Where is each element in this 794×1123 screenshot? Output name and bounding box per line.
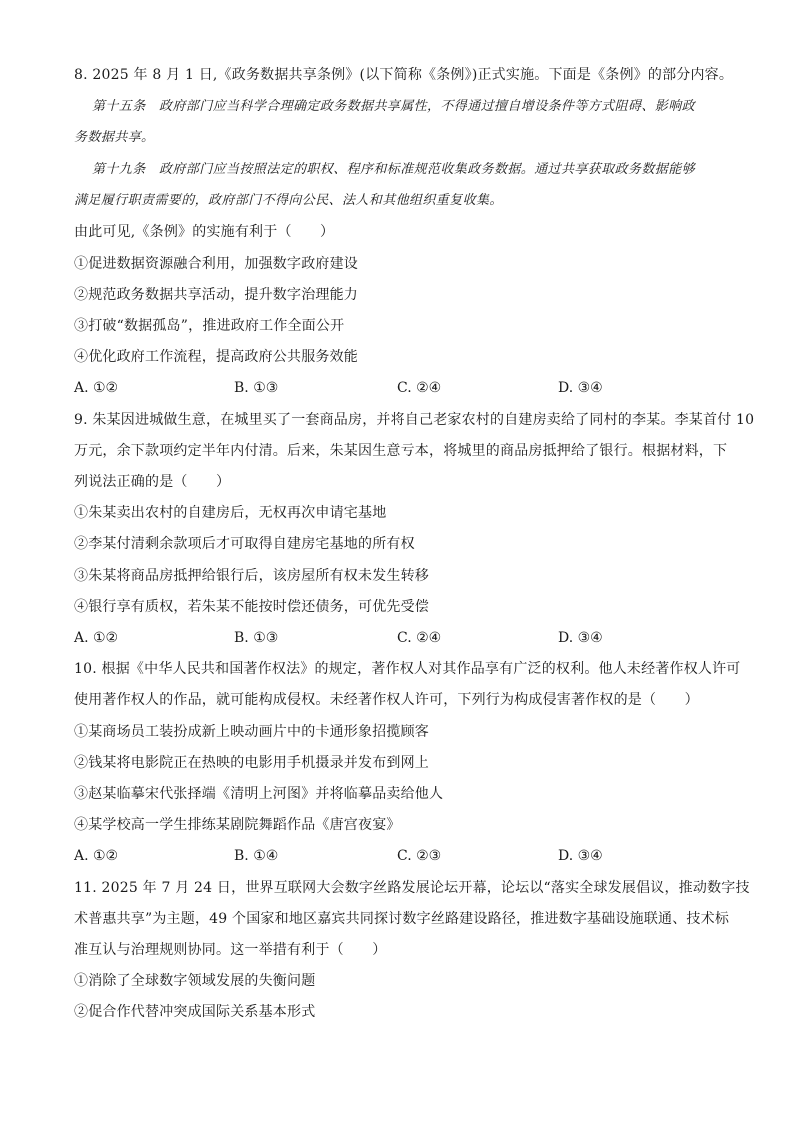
- q8-option-b[interactable]: B. ①③: [234, 380, 279, 396]
- q10-option-a[interactable]: A. ①②: [74, 848, 119, 864]
- q10-item-1: ①某商场员工装扮成新上映动画片中的卡通形象招揽顾客: [74, 724, 429, 740]
- q10-stem-line2: 使用著作权人的作品，就可能构成侵权。未经著作权人许可，下列行为构成侵害著作权的是（ ）: [74, 692, 699, 708]
- q11-stem-line3: 准互认与治理规则协同。这一举措有利于（ ）: [74, 942, 387, 958]
- q11-item-1: ①消除了全球数字领域发展的失衡问题: [74, 973, 316, 989]
- q8-quote-article19-line1: 第十九条 政府部门应当按照法定的职权、程序和标准规范收集政务数据。通过共享获取政务数据能够: [92, 162, 696, 177]
- q9-stem-line2: 万元，余下款项约定半年内付清。后来，朱某因生意亏本，将城里的商品房抵押给了银行。根据材料，下: [74, 443, 728, 459]
- q10-option-c[interactable]: C. ②③: [397, 848, 442, 864]
- q10-item-4: ④某学校高一学生排练某剧院舞蹈作品《唐宫夜宴》: [74, 817, 401, 833]
- q9-option-d[interactable]: D. ③④: [558, 630, 603, 646]
- q8-quote-article15-line2: 务数据共享。: [74, 130, 155, 145]
- q8-option-d[interactable]: D. ③④: [558, 380, 603, 396]
- q8-option-a[interactable]: A. ①②: [74, 380, 119, 396]
- q9-option-c[interactable]: C. ②④: [397, 630, 442, 646]
- q8-option-c[interactable]: C. ②④: [397, 380, 442, 396]
- q9-item-2: ②李某付清剩余款项后才可取得自建房宅基地的所有权: [74, 536, 415, 552]
- q10-item-3: ③赵某临摹宋代张择端《清明上河图》并将临摹品卖给他人: [74, 786, 444, 802]
- q11-stem-line2: 术普惠共享”为主题，49 个国家和地区嘉宾共同探讨数字丝路建设路径，推进数字基础设施联通、技术标: [74, 911, 730, 927]
- q9-item-1: ①朱某卖出农村的自建房后，无权再次申请宅基地: [74, 505, 387, 521]
- q8-question: 由此可见,《条例》的实施有利于（ ）: [74, 224, 335, 240]
- q8-item-3: ③打破“数据孤岛”，推进政府工作全面公开: [74, 318, 345, 334]
- q10-option-d[interactable]: D. ③④: [558, 848, 603, 864]
- q8-item-1: ①促进数据资源融合利用，加强数字政府建设: [74, 256, 358, 272]
- q8-item-4: ④优化政府工作流程，提高政府公共服务效能: [74, 349, 358, 365]
- q9-stem-line1: 9. 朱某因进城做生意，在城里买了一套商品房，并将自己老家农村的自建房卖给了同村的李某。李某首付 10: [74, 412, 755, 428]
- q9-stem-line3: 列说法正确的是（ ）: [74, 474, 231, 490]
- q8-quote-article15-line1: 第十五条 政府部门应当科学合理确定政务数据共享属性，不得通过擅自增设条件等方式阻碍、影响政: [92, 99, 696, 114]
- q9-option-a[interactable]: A. ①②: [74, 630, 119, 646]
- q10-option-b[interactable]: B. ①④: [234, 848, 279, 864]
- q8-stem: 8. 2025 年 8 月 1 日,《政务数据共享条例》(以下简称《条例》)正式实施。下面是《条例》的部分内容。: [74, 67, 734, 83]
- q9-item-4: ④银行享有质权，若朱某不能按时偿还债务，可优先受偿: [74, 599, 429, 615]
- q9-item-3: ③朱某将商品房抵押给银行后，该房屋所有权未发生转移: [74, 568, 429, 584]
- q8-item-2: ②规范政务数据共享活动，提升数字治理能力: [74, 287, 358, 303]
- q11-stem-line1: 11. 2025 年 7 月 24 日，世界互联网大会数字丝路发展论坛开幕，论坛以“落实全球发展倡议，推动数字技: [74, 880, 750, 896]
- q10-stem-line1: 10. 根据《中华人民共和国著作权法》的规定，著作权人对其作品享有广泛的权利。他人未经著作权人许可: [74, 661, 741, 677]
- q9-option-b[interactable]: B. ①③: [234, 630, 279, 646]
- q10-item-2: ②钱某将电影院正在热映的电影用手机摄录并发布到网上: [74, 755, 429, 771]
- q11-item-2: ②促合作代替冲突成国际关系基本形式: [74, 1004, 316, 1020]
- q8-quote-article19-line2: 满足履行职责需要的，政府部门不得向公民、法人和其他组织重复收集。: [74, 193, 503, 208]
